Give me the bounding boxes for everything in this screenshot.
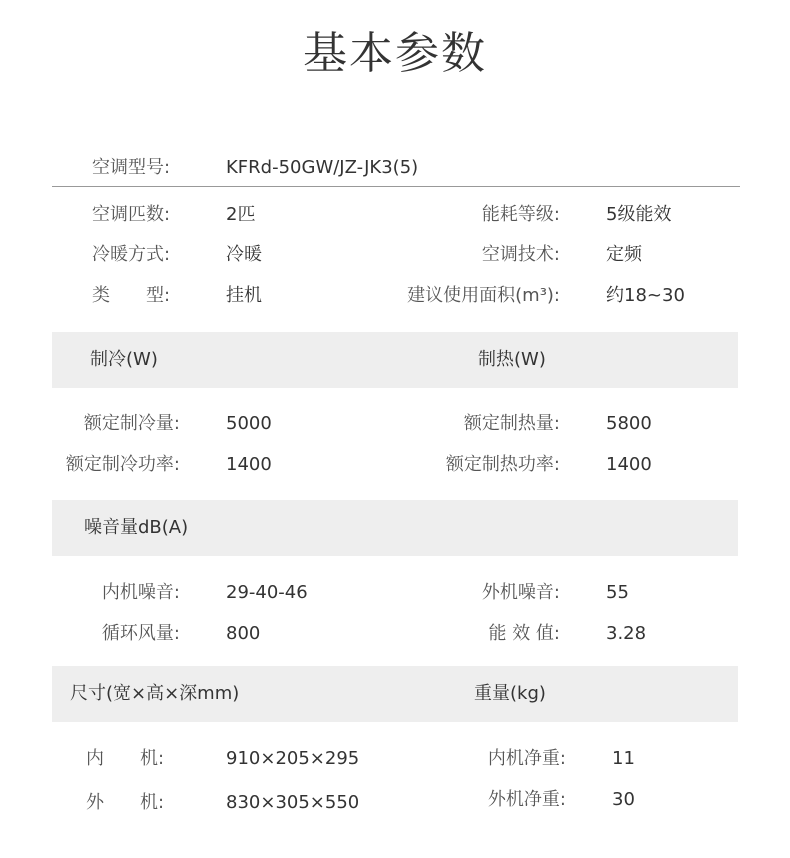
ac-horsepower-label: 空调匹数: (92, 204, 171, 225)
outdoor-noise-label: 外机噪音: (481, 582, 560, 603)
page-title: 基本参数 (303, 28, 487, 79)
air-circulation-value: 800 (226, 623, 261, 644)
energy-grade-label: 能耗等级: (481, 204, 560, 225)
indoor-noise-value: 29-40-46 (226, 582, 308, 603)
indoor-unit-size-label: 内 机: (86, 748, 165, 769)
rated-heating-power-value: 1400 (606, 454, 652, 475)
indoor-net-weight-value: 11 (612, 748, 635, 769)
outdoor-unit-size-label: 外 机: (86, 792, 165, 813)
indoor-unit-size-value: 910×205×295 (226, 748, 360, 769)
rated-cooling-power-value: 1400 (226, 454, 272, 475)
rated-heating-power-label: 额定制热功率: (445, 454, 560, 475)
rated-heating-value: 5800 (606, 413, 652, 434)
suggested-area-label: 建议使用面积(m³): (407, 285, 560, 306)
indoor-noise-label: 内机噪音: (101, 582, 180, 603)
outdoor-net-weight-label: 外机净重: (487, 789, 566, 810)
type-label: 类 型: (92, 285, 171, 306)
rated-cooling-label: 额定制冷量: (83, 413, 180, 434)
size-title: 尺寸(宽×高×深mm) (70, 683, 240, 704)
efficiency-value: 3.28 (606, 623, 647, 644)
heating-mode-value: 冷暖 (226, 244, 262, 265)
air-circulation-label: 循环风量: (101, 623, 180, 644)
indoor-net-weight-label: 内机净重: (487, 748, 566, 769)
heating-mode-label: 冷暖方式: (92, 244, 171, 265)
rated-cooling-power-label: 额定制冷功率: (65, 454, 180, 475)
outdoor-noise-value: 55 (606, 582, 629, 603)
noise-title: 噪音量dB(A) (84, 517, 189, 538)
suggested-area-value: 约18~30 (606, 285, 685, 306)
model-value: KFRd-50GW/JZ-JK3(5) (226, 157, 419, 178)
rated-heating-label: 额定制热量: (463, 413, 560, 434)
ac-technology-value: 定频 (606, 244, 642, 265)
ac-horsepower-value: 2匹 (226, 204, 256, 225)
model-label: 空调型号: (92, 157, 171, 178)
outdoor-net-weight-value: 30 (612, 789, 635, 810)
outdoor-unit-size-value: 830×305×550 (226, 792, 360, 813)
rated-cooling-value: 5000 (226, 413, 272, 434)
cooling-title: 制冷(W) (90, 349, 158, 370)
type-value: 挂机 (226, 285, 262, 306)
weight-title: 重量(kg) (474, 683, 546, 704)
energy-grade-value: 5级能效 (606, 204, 672, 225)
heating-title: 制热(W) (478, 349, 546, 370)
ac-technology-label: 空调技术: (481, 244, 560, 265)
divider (52, 186, 740, 187)
efficiency-label: 能 效 值: (488, 623, 560, 644)
